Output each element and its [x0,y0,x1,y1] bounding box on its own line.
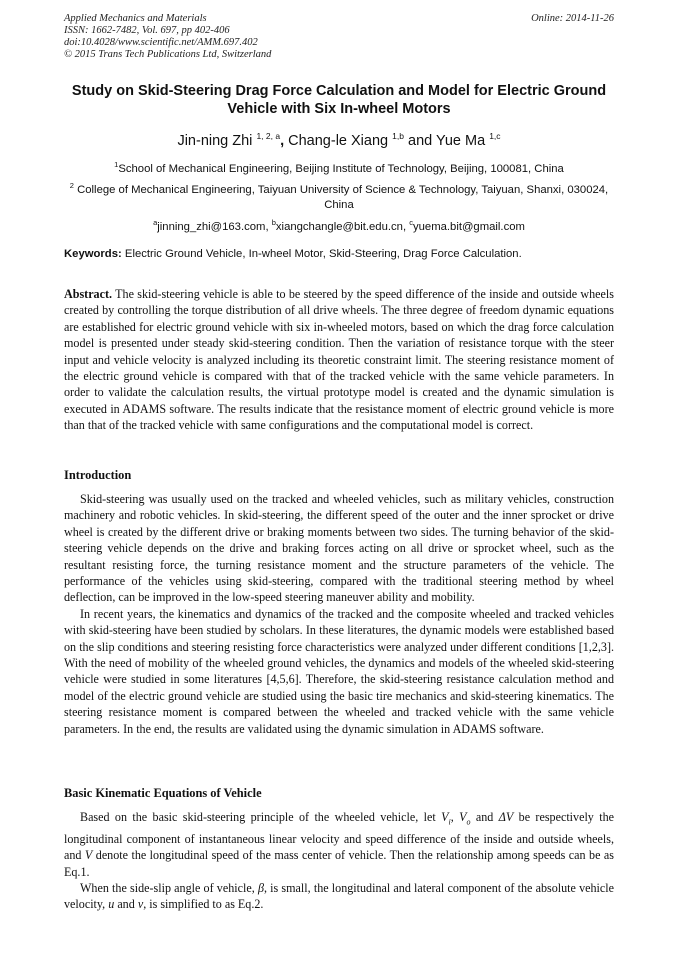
introduction-body [64,491,614,737]
paragraph: When the side-slip angle of vehicle, β, is small, the longitudinal and lateral component of the absolute vehicle velocity, u and v, is simplified to as Eq.2. [64,881,614,912]
author-name: Jin-ning Zhi [177,132,253,149]
section-heading-introduction: Introduction [64,468,132,482]
abstract-label: Abstract. [64,287,113,301]
doi-line[interactable]: doi:10.4028/www.scientific.net/AMM.697.402 [64,37,258,48]
keywords-label: Keywords: [64,248,122,260]
author-name: Chang-le Xiang [288,132,389,149]
journal-header [64,13,271,61]
author-superscript: 1, 2, a [256,131,281,141]
section-heading-kinematics: Basic Kinematic Equations of Vehicle [64,786,262,800]
affiliation-superscript: 2 [69,181,74,190]
paragraph: In recent years, the kinematics and dynamics of the tracked and the composite wheeled and tracked vehicles with skid-steering have been studied by scholars. In these literatures, the dynamic models were established based on the slip conditions and steering resisting force characteristics were analyzed under different conditions [1,2,3]. With the need of mobility of the wheeled ground vehicles, the dynamics and models of the wheeled skid-steering vehicle were studied in some literatures [4,5,6]. Therefore, the skid-steering resistance calculation method and model of the electric ground vehicle are studied using the basic tire mechanics and skid-steering kinematics. The steering resistance moment is compared between the wheeled and tracked vehicle with the same vehicle parameters. In the end, the results are validated using the dynamic simulation in ADAMS software. [64,606,614,736]
email-superscript: c [409,218,413,227]
affiliation-1 [64,157,614,177]
email-superscript: a [153,218,158,227]
paragraph: Based on the basic skid-steering principle of the wheeled vehicle, let $V_i$, $V_o$ and ΔV be respectively the longitudinal component of instantaneous linear velocity and speed difference of the inside and outside wheels, and V denote the longitudinal speed of the mass center of vehicle. Then the relationship among speeds can be as Eq.1. [64,810,615,879]
author-superscript: 1,c [489,131,501,141]
paragraph: Skid-steering was usually used on the tracked and wheeled vehicles, such as military vehicles, construction machinery and robotic vehicles. In skid-steering, the different speed of the outer and the inner sprocket or drive wheel is created by the different drive or braking moments between two sides. The turning behavior of the skid-steering vehicle depends on the drive and braking forces acting on all drive or sprocket wheel, such as the resultant resisting force, the turning resistance moment and the structure parameters of the vehicle. The performance of the vehicles using skid-steering, compared with the traditional steering method by wheel deflection, can be improved in the low-speed steering maneuver ability and mobility. [64,492,614,605]
keywords-text: Electric Ground Vehicle, In-wheel Motor, Skid-Steering, Drag Force Calculation. [124,248,522,260]
author-line: Jin-ning Zhi $^{1, 2, a}$, Chang-le Xiang $^{1,b}$ and Yue Ma $^{1,c}$ [177,131,501,149]
paper-title: Study on Skid-Steering Drag Force Calculation and Model for Electric Ground Vehicle with Six In-wheel Motors [71,83,607,117]
abstract-text: The skid-steering vehicle is able to be steered by the speed difference of the inside and outside wheels created by controlling the torque distribution of all drive wheels. The three degree of freedom dynamic equations are established for electric ground vehicle with six in-wheeled motors, based on which the drag force calculation model is presented under steady skid-steering condition. Then the variation of resistance torque with the steer input and vehicle velocity is analyzed including its theoretic constraint limit. The steering resistance moment of the electric ground vehicle is compared with that of the tracked vehicle with the same vehicle parameters. In order to validate the calculation results, the virtual prototype model is created and the dynamic simulation is executed in ADAMS software. The results indicate that the resistance moment of electric ground vehicle is more than that of the tracked vehicle with same configurations and the computational model is correct. [64,287,614,433]
email-line [64,215,614,235]
email-link[interactable]: yuema.bit@gmail.com [412,220,525,233]
issn-line: ISSN: 1662-7482, Vol. 697, pp 402-406 [64,25,230,36]
copyright-line: © 2015 Trans Tech Publications Ltd, Switzerland [64,49,272,60]
email-link[interactable]: jinning_zhi@163.com, [157,220,269,233]
author-name: Yue Ma [435,132,486,149]
journal-name: Applied Mechanics and Materials [64,13,207,24]
keywords [64,248,614,260]
online-date: Online: 2014-11-26 [531,13,614,24]
affiliation-superscript: 1 [114,160,119,169]
affiliation-text: College of Mechanical Engineering, Taiyuan University of Science & Technology, Taiyuan, Shanxi, 030024, China [77,183,609,211]
kinematics-body [64,809,614,913]
email-link[interactable]: xiangchangle@bit.edu.cn, [275,220,407,233]
affiliation-text: School of Mechanical Engineering, Beijing Institute of Technology, Beijing, 100081, China [118,162,564,175]
author-conjunction: and [408,132,433,149]
abstract [64,286,614,434]
email-superscript: b [271,218,276,227]
affiliation-2 [64,178,614,213]
author-superscript: 1,b [392,131,404,141]
